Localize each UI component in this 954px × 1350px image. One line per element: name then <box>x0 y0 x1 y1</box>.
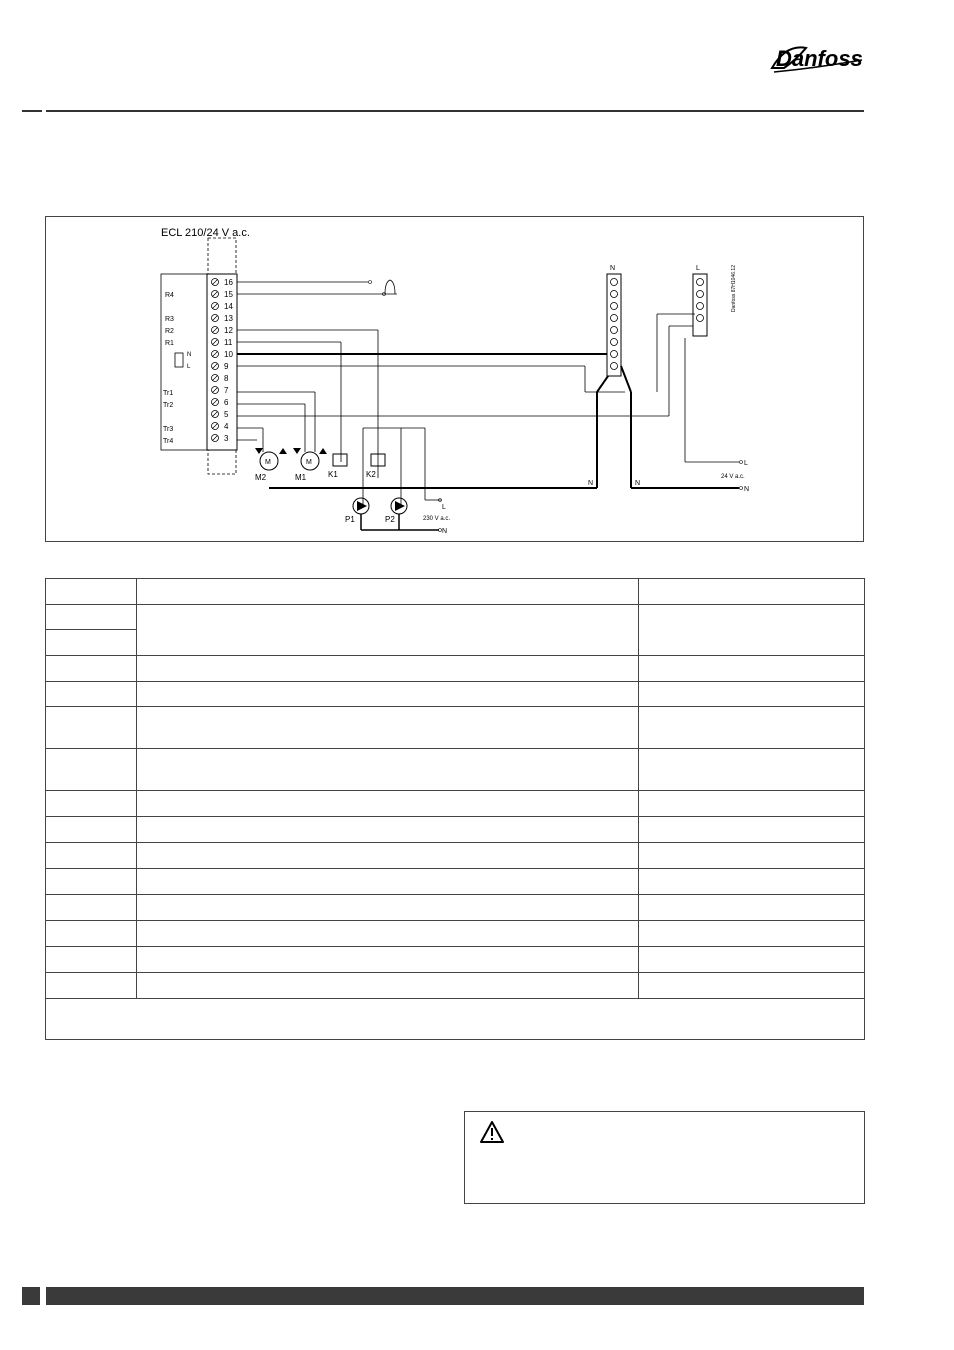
terminal-number: 5 <box>224 410 229 419</box>
connection-table <box>45 578 865 1040</box>
terminal-number: 9 <box>224 362 229 371</box>
table-row <box>46 791 865 817</box>
table-row <box>46 843 865 869</box>
l-230-label: L <box>442 504 446 511</box>
table-row <box>46 869 865 895</box>
n-busbar <box>607 274 621 376</box>
device-box <box>161 274 207 450</box>
terminal-number: 13 <box>224 314 233 323</box>
table-row <box>46 656 865 682</box>
pump-label-p2: P2 <box>385 515 395 524</box>
l-busbar-label: L <box>696 265 700 272</box>
terminal-number: 14 <box>224 302 233 311</box>
transformer-icon <box>175 353 183 367</box>
logo-text: Danfoss <box>776 46 863 71</box>
table-row <box>46 605 865 630</box>
l-24-label: L <box>744 460 748 467</box>
sensor-label-tr4: Tr4 <box>163 438 174 445</box>
motor-label-m2: M2 <box>255 473 267 482</box>
contactor-label-k1: K1 <box>328 470 338 479</box>
footer-page-marker <box>22 1287 40 1305</box>
terminal-number: 7 <box>224 386 229 395</box>
supply-24-label: 24 V a.c. <box>721 474 745 480</box>
motor-label-m1: M1 <box>295 473 307 482</box>
drawing-reference: Danfoss 87H1046.12 <box>731 265 737 312</box>
contactor-k1-icon <box>333 454 347 466</box>
n-line-label: N <box>588 480 594 487</box>
terminal-strip <box>207 274 237 450</box>
n-230-label: N <box>442 528 448 535</box>
svg-text:M: M <box>306 459 312 466</box>
pump-label-p1: P1 <box>345 515 355 524</box>
relay-label-r3: R3 <box>165 316 174 323</box>
terminal-number: 12 <box>224 326 233 335</box>
svg-text:M: M <box>265 459 271 466</box>
wiring-diagram <box>45 216 864 542</box>
alarm-bell-icon <box>383 280 397 294</box>
n-24-label: N <box>744 486 750 493</box>
warning-triangle-icon <box>479 1120 505 1144</box>
terminal-number: 8 <box>224 374 229 383</box>
relay-label-r4: R4 <box>165 292 174 299</box>
terminal-number: 10 <box>224 350 233 359</box>
sensor-label-tr2: Tr2 <box>163 402 174 409</box>
table-footer-row <box>46 999 865 1040</box>
contactor-label-k2: K2 <box>366 470 376 479</box>
footer-bar <box>46 1287 864 1305</box>
table-header-row <box>46 579 865 605</box>
table-row <box>46 682 865 707</box>
relay-label-r2: R2 <box>165 328 174 335</box>
terminal-number: 11 <box>224 338 233 347</box>
terminal-number: 15 <box>224 290 233 299</box>
table-row <box>46 817 865 843</box>
terminal-number: 16 <box>224 278 233 287</box>
transformer-label-n: N <box>187 352 192 358</box>
table-row <box>46 921 865 947</box>
terminal-number: 4 <box>224 422 229 431</box>
n-busbar-label: N <box>610 265 616 272</box>
table-row <box>46 895 865 921</box>
table-row <box>46 947 865 973</box>
controller-label: ECL 210/24 V a.c. <box>161 227 250 239</box>
l-busbar <box>693 274 707 336</box>
warning-box <box>464 1111 865 1204</box>
table-row <box>46 973 865 999</box>
transformer-label-l: L <box>187 364 191 370</box>
sensor-label-tr3: Tr3 <box>163 426 174 433</box>
table-row <box>46 707 865 749</box>
n-right-label: N <box>635 480 641 487</box>
supply-230-label: 230 V a.c. <box>423 516 451 522</box>
sensor-label-tr1: Tr1 <box>163 390 174 397</box>
terminal-number: 3 <box>224 434 229 443</box>
table-row <box>46 749 865 791</box>
header-rule <box>46 110 864 112</box>
terminal-number: 6 <box>224 398 229 407</box>
relay-label-r1: R1 <box>165 340 174 347</box>
danfoss-logo <box>766 38 866 78</box>
header-rule-left <box>22 110 42 112</box>
